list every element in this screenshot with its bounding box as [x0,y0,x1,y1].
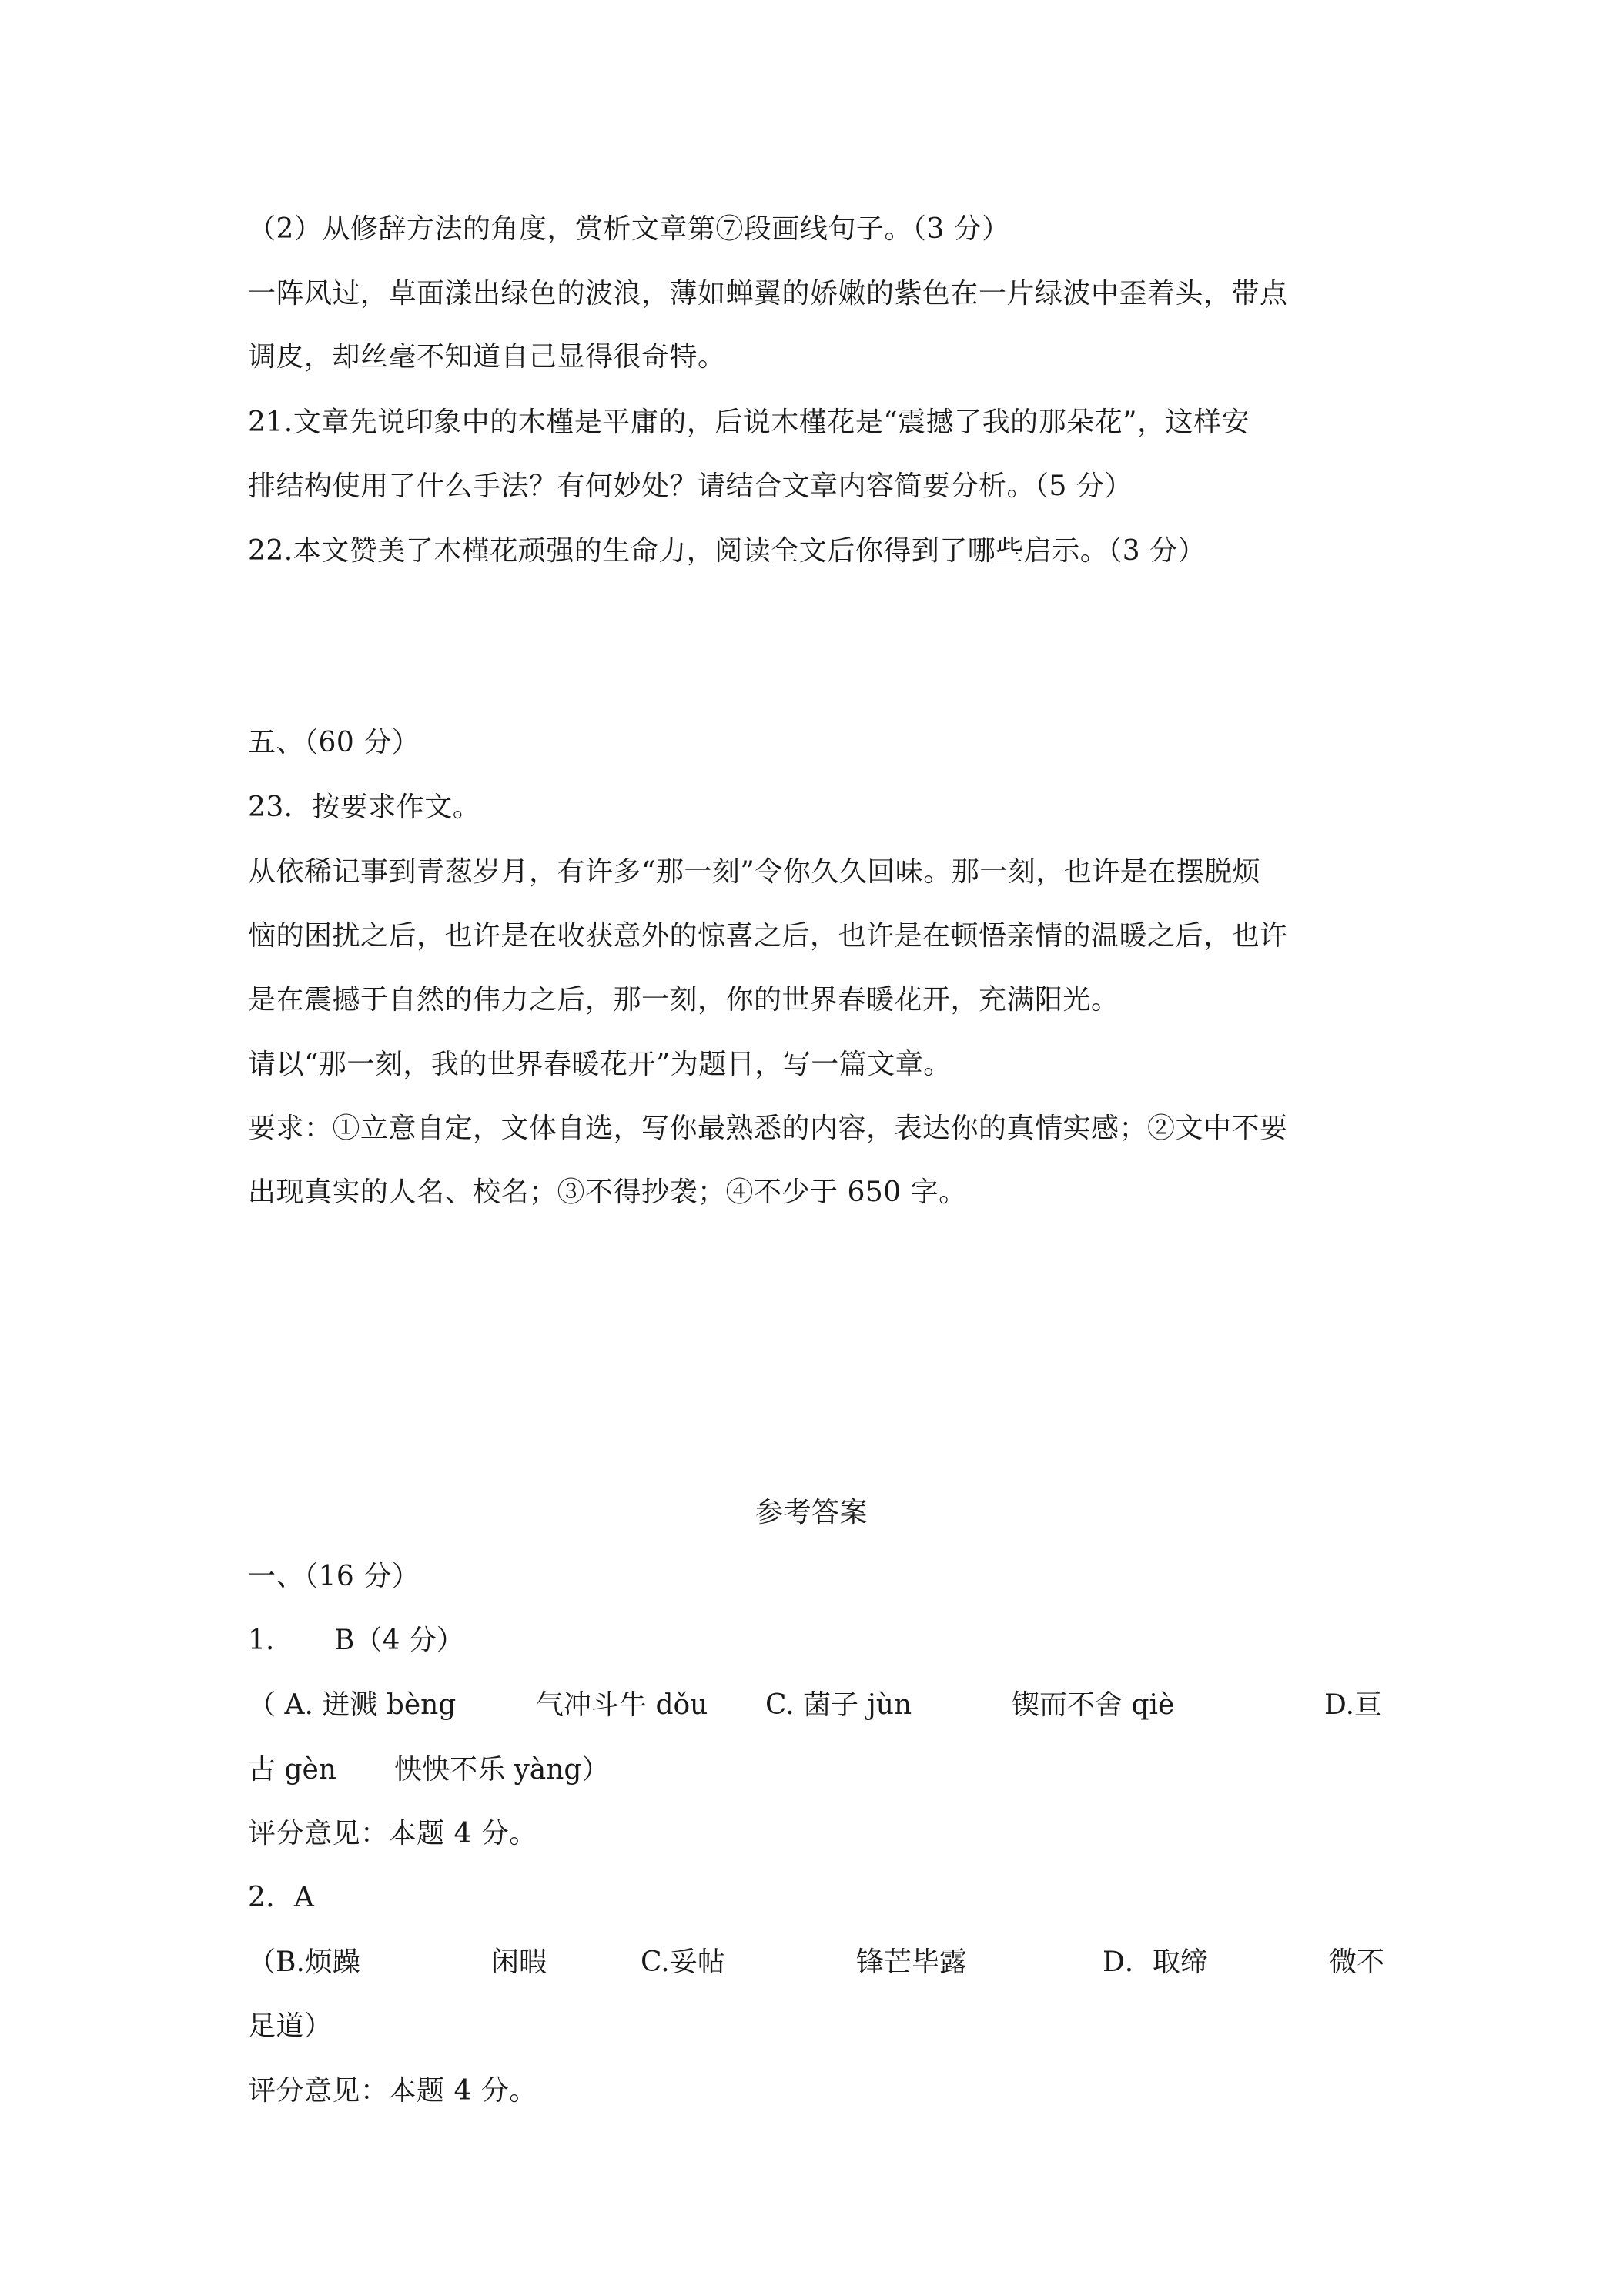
answer-2-option-c2: 锋芒毕露 [856,1946,968,1978]
answer-2: 2．A [248,1882,315,1913]
question-22-line-1: 22.本文赞美了木槿花顽强的生命力，阅读全文后你得到了哪些启示。（3 分） [248,535,1206,567]
answer-1-number: 1. [248,1625,275,1656]
answer-1-option-c: C. 菌子 jùn [765,1689,912,1721]
essay-requirements-line-2: 出现真实的人名、校名；③不得抄袭；④不少于 650 字。 [248,1176,967,1208]
essay-prompt-line-1: 从依稀记事到青葱岁月，有许多“那一刻”令你久久回味。那一刻，也许是在摆脱烦 [248,856,1261,888]
answer-1-options-row [248,1689,1386,1722]
question-21-line-1: 21.文章先说印象中的木槿是平庸的，后说木槿花是“震撼了我的那朵花”，这样安 [248,407,1250,438]
answer-2-option-b: （B.烦躁 [248,1946,360,1978]
essay-prompt-line-3: 是在震撼于自然的伟力之后，那一刻，你的世界春暖花开，充满阳光。 [248,984,1119,1016]
section-5-heading: 五、（60 分） [248,727,420,758]
answer-1-option-d2: 怏怏不乐 yàng） [394,1754,610,1786]
question-23-heading: 23．按要求作文。 [248,792,481,823]
essay-requirements-line-1: 要求：①立意自定，文体自选，写你最熟悉的内容，表达你的真情实感；②文中不要 [248,1113,1288,1144]
answer-1-option-c2: 锲而不舍 qiè [1012,1689,1175,1721]
quoted-sentence-line-2: 调皮，却丝毫不知道自己显得很奇特。 [248,341,726,373]
answer-key-title: 参考答案 [755,1497,868,1528]
answer-2-options-continued: 足道） [248,2010,333,2042]
essay-prompt-line-2: 恼的困扰之后，也许是在收获意外的惊喜之后，也许是在顿悟亲情的温暖之后，也许 [248,920,1288,952]
answer-2-option-d: D．取缔 [1103,1946,1208,1978]
answer-1-option-d: D.亘 [1324,1689,1383,1721]
question-21-line-2: 排结构使用了什么手法？有何妙处？请结合文章内容简要分析。（5 分） [248,470,1133,502]
answer-2-option-b2: 闲暇 [491,1946,547,1978]
question-20-2-prompt: （2）从修辞方法的角度，赏析文章第⑦段画线句子。（3 分） [248,213,1010,245]
answer-1-choice: B（4 分） [334,1625,464,1656]
answer-1-score: 评分意见：本题 4 分。 [248,1818,537,1849]
answer-1-option-b: 气冲斗牛 dǒu [536,1689,708,1721]
answer-1-option-d-pinyin: 古 gèn [248,1754,336,1786]
answer-2-options-row [248,1946,1386,1980]
answer-2-option-c: C.妥帖 [641,1946,725,1978]
answer-part-1-heading: 一、（16 分） [248,1561,420,1592]
essay-title-instruction: 请以“那一刻，我的世界春暖花开”为题目，写一篇文章。 [248,1049,952,1080]
answer-1-options-row-2 [248,1753,1386,1787]
answer-1-option-a: （ A. 迸溅 bèng [248,1689,457,1721]
answer-1-row [248,1624,1386,1658]
answer-2-option-d2: 微不 [1329,1946,1385,1978]
quoted-sentence-line-1: 一阵风过，草面漾出绿色的波浪，薄如蝉翼的娇嫩的紫色在一片绿波中歪着头，带点 [248,278,1288,310]
answer-2-score: 评分意见：本题 4 分。 [248,2075,537,2107]
